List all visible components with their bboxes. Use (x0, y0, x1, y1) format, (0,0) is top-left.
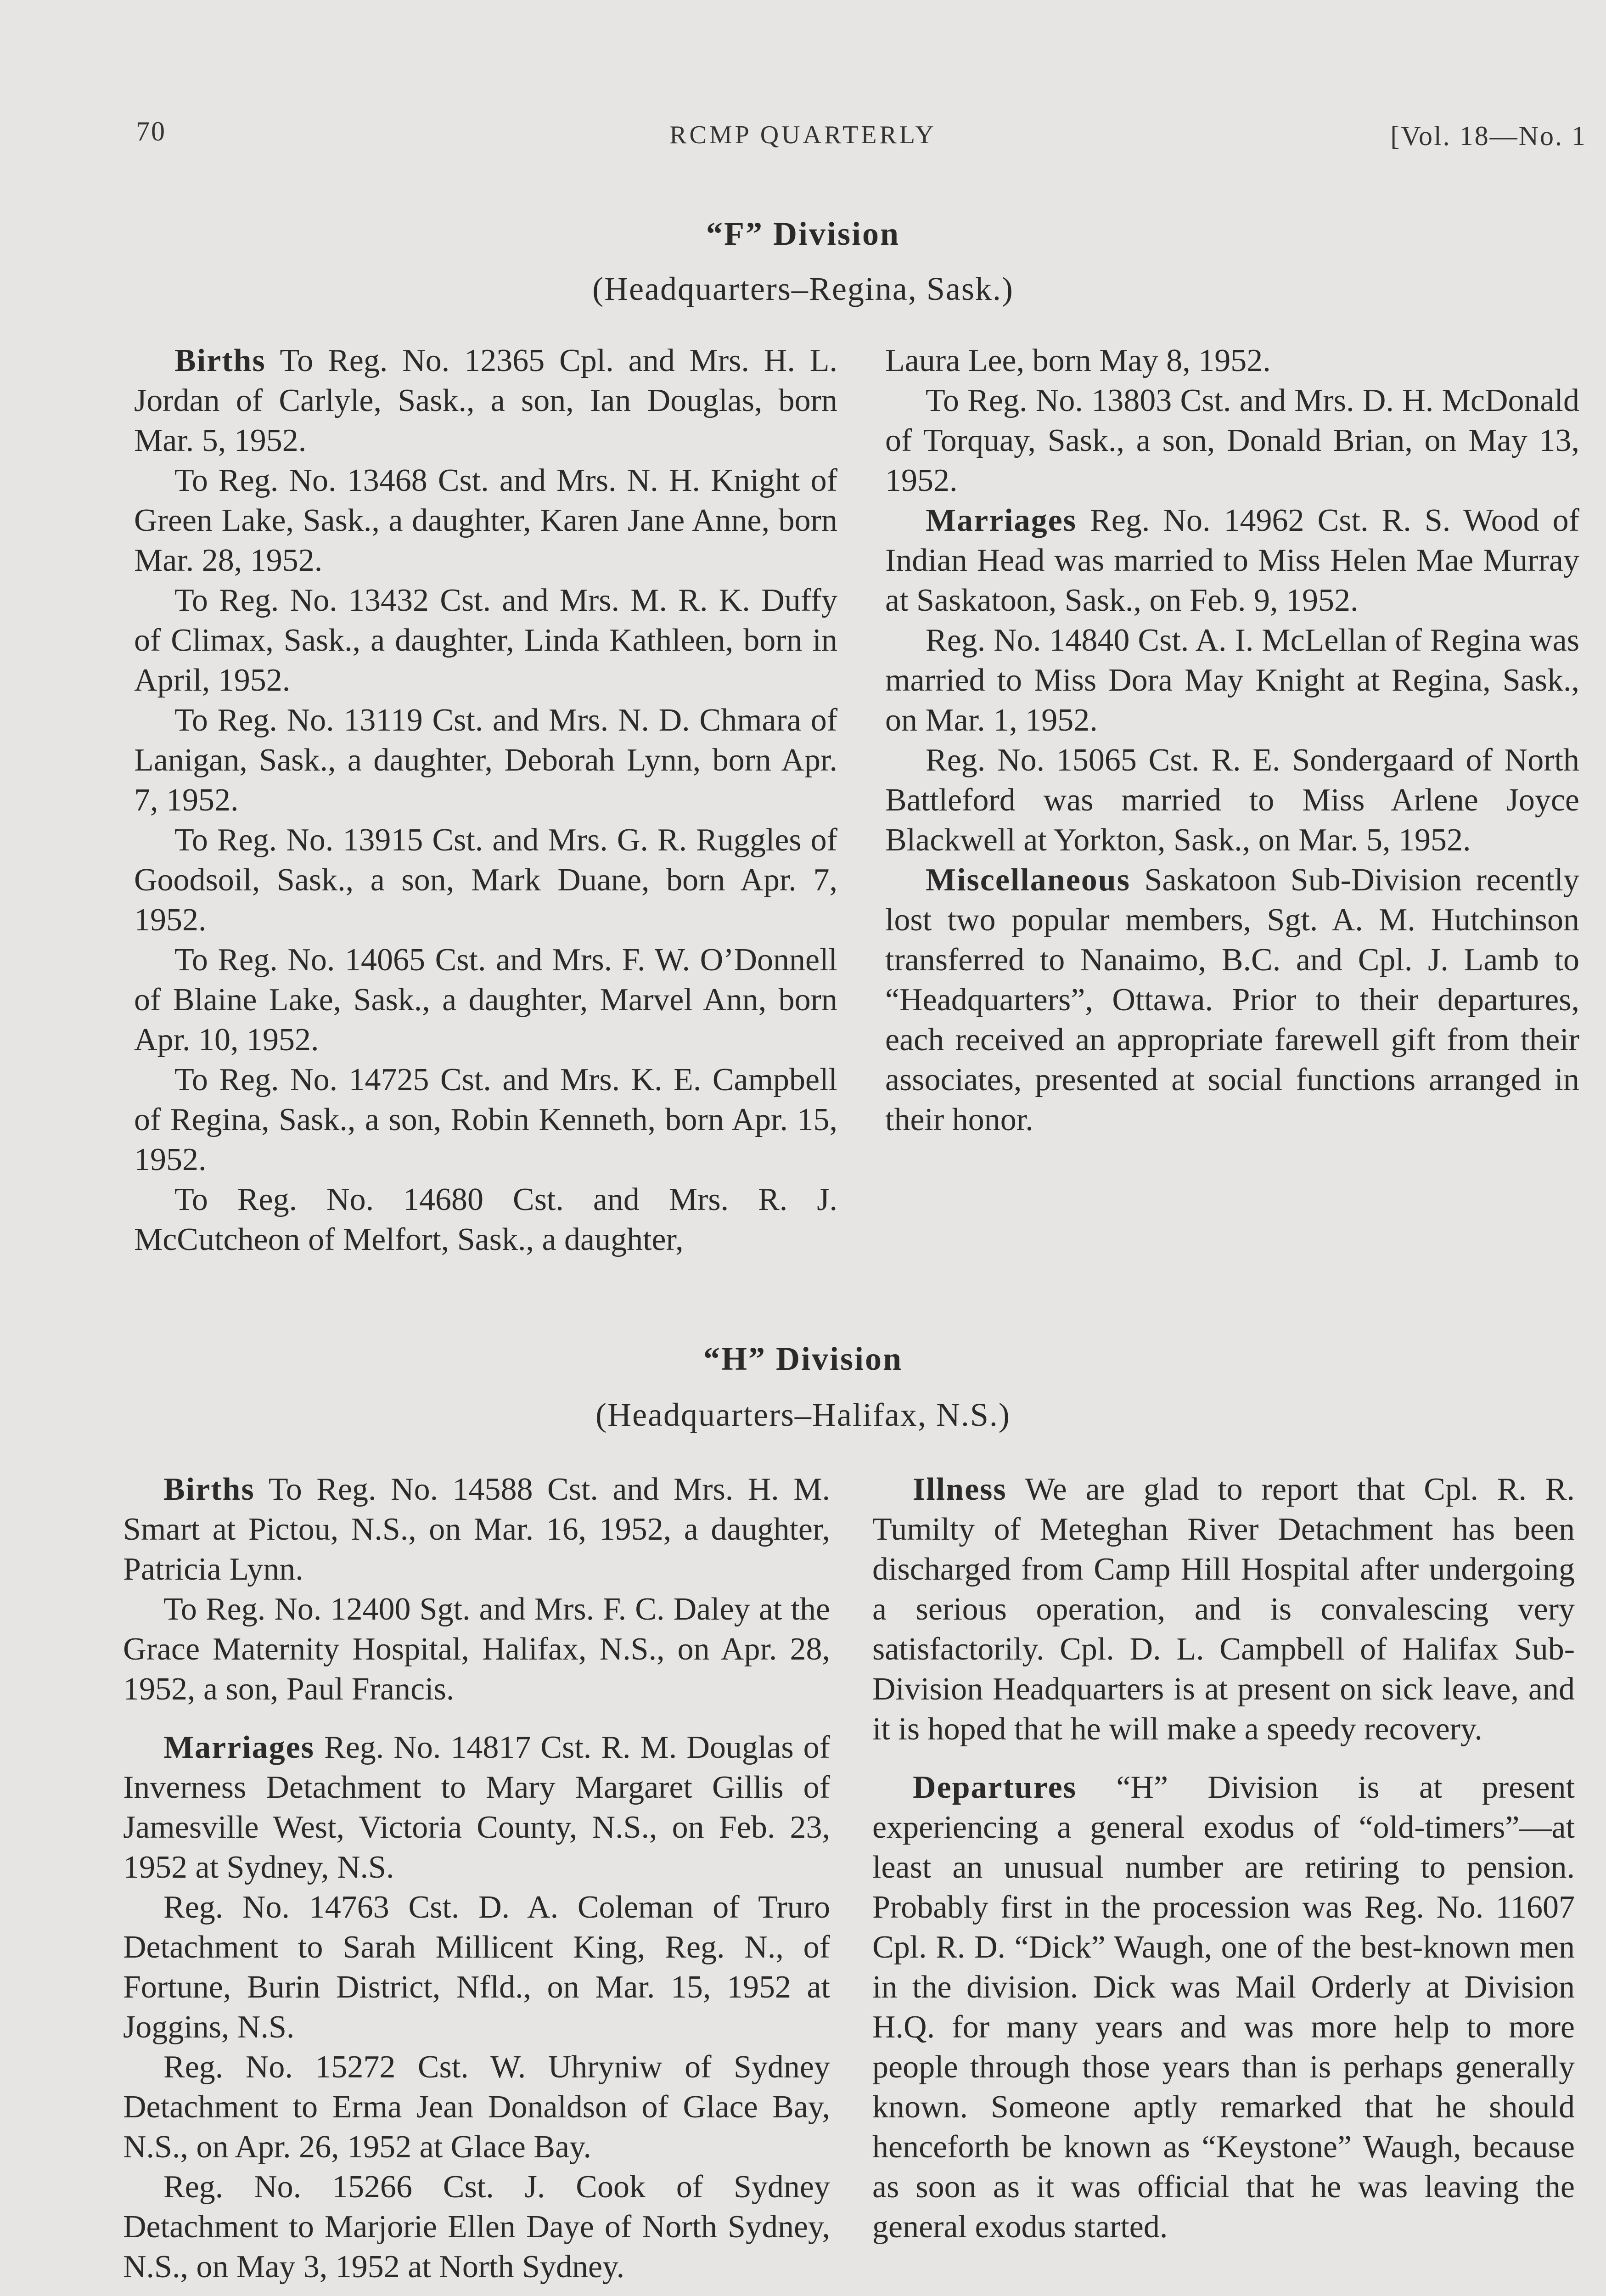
paragraph-text: Laura Lee, born May 8, 1952. (885, 343, 1271, 378)
paragraph-text: To Reg. No. 13119 Cst. and Mrs. N. D. Chmara of Lanigan, Sask., a daughter, Deborah Lynn, born Apr. 7, 1952. (134, 703, 837, 818)
paragraph (123, 1589, 830, 1709)
paragraph (885, 501, 1579, 620)
paragraph-heading: Births (163, 1472, 255, 1507)
paragraph-text: Reg. No. 14962 Cst. R. S. Wood of Indian Head was married to Miss Helen Mae Murray at Saskatoon, Sask., on Feb. 9, 1952. (885, 503, 1579, 618)
paragraph-text: To Reg. No. 14065 Cst. and Mrs. F. W. O’Donnell of Blaine Lake, Sask., a daughter, Marvel Ann, born Apr. 10, 1952. (134, 942, 837, 1058)
paragraph-text: Reg. No. 14840 Cst. A. I. McLellan of Regina was married to Miss Dora May Knight at Regina, Sask., on Mar. 1, 1952. (885, 623, 1579, 738)
paragraph (134, 461, 837, 580)
paragraph (134, 341, 837, 461)
paragraph (134, 700, 837, 820)
h-division-left-column (123, 1469, 830, 2287)
paragraph (872, 1767, 1575, 2247)
paragraph-text: Reg. No. 15266 Cst. J. Cook of Sydney Detachment to Marjorie Ellen Daye of North Sydney, N.S., on May 3, 1952 at North Sydney. (123, 2169, 830, 2285)
paragraph (885, 620, 1579, 740)
h-division-title: “H” Division (703, 1340, 903, 1377)
paragraph-text: To Reg. No. 14725 Cst. and Mrs. K. E. Campbell of Regina, Sask., a son, Robin Kenneth, born Apr. 15, 1952. (134, 1062, 837, 1177)
paragraph (134, 1180, 837, 1260)
h-division-subtitle: (Headquarters–Halifax, N.S.) (595, 1396, 1011, 1433)
paragraph-text: To Reg. No. 13432 Cst. and Mrs. M. R. K. Duffy of Climax, Sask., a daughter, Linda Kathleen, born in April, 1952. (134, 583, 837, 698)
paragraph-text: To Reg. No. 14588 Cst. and Mrs. H. M. Smart at Pictou, N.S., on Mar. 16, 1952, a daughter, Patricia Lynn. (123, 1472, 830, 1587)
paragraph-heading: Departures (913, 1770, 1077, 1805)
f-division-title: “F” Division (706, 215, 900, 252)
paragraph-heading: Miscellaneous (926, 862, 1130, 898)
paragraph-text: Saskatoon Sub-Division recently lost two popular members, Sgt. A. M. Hutchinson transferred to Nanaimo, B.C. and Cpl. J. Lamb to “Headquarters”, Ottawa. Prior to their departures, each received an appropriate farewell gift from their associates, presented at social functions arranged in their honor. (885, 862, 1579, 1137)
paragraph-text: To Reg. No. 14680 Cst. and Mrs. R. J. McCutcheon of Melfort, Sask., a daughter, (134, 1182, 837, 1257)
paragraph-text: “H” Division is at present experiencing a general exodus of “old-timers”—at least an unusual number are retiring to pension. Probably first in the procession was Reg. No. 11607 Cpl. R. D. “Dick” Waugh, one of the best-known men in the division. Dick was Mail Orderly at Division H.Q. for many years and was more help to more people through those years than is perhaps generally known. Someone aptly remarked that he should henceforth be known as “Keystone” Waugh, because as soon as it was official that he was leaving the general exodus started. (872, 1770, 1575, 2245)
paragraph (123, 1469, 830, 1589)
paragraph-heading: Marriages (926, 503, 1077, 538)
paragraph (885, 381, 1579, 501)
paragraph (123, 1728, 830, 1887)
paragraph-text: Reg. No. 15065 Cst. R. E. Sondergaard of North Battleford was married to Miss Arlene Joyce Blackwell at Yorkton, Sask., on Mar. 5, 1952. (885, 743, 1579, 858)
paragraph-heading: Births (174, 343, 266, 378)
paragraph-text: To Reg. No. 12400 Sgt. and Mrs. F. C. Daley at the Grace Maternity Hospital, Halifax, N.S., on Apr. 28, 1952, a son, Paul Francis. (123, 1592, 830, 1707)
f-division-left-column (134, 341, 837, 1260)
paragraph (134, 1060, 837, 1180)
paragraph (872, 1469, 1575, 1749)
running-title: RCMP QUARTERLY (669, 121, 937, 149)
h-division-right-column (872, 1469, 1575, 2247)
paragraph (885, 740, 1579, 860)
paragraph-text: To Reg. No. 13468 Cst. and Mrs. N. H. Knight of Green Lake, Sask., a daughter, Karen Jane Anne, born Mar. 28, 1952. (134, 463, 837, 578)
paragraph-text: To Reg. No. 12365 Cpl. and Mrs. H. L. Jordan of Carlyle, Sask., a son, Ian Douglas, born Mar. 5, 1952. (134, 343, 837, 458)
volume-label: [Vol. 18—No. 1 (1390, 121, 1587, 151)
paragraph (885, 860, 1579, 1140)
paragraph-text: To Reg. No. 13803 Cst. and Mrs. D. H. McDonald of Torquay, Sask., a son, Donald Brian, on May 13, 1952. (885, 383, 1579, 498)
paragraph-text: To Reg. No. 13915 Cst. and Mrs. G. R. Ruggles of Goodsoil, Sask., a son, Mark Duane, born Apr. 7, 1952. (134, 822, 837, 938)
paragraph (134, 940, 837, 1060)
paragraph-text: We are glad to report that Cpl. R. R. Tumilty of Meteghan River Detachment has been discharged from Camp Hill Hospital after undergoing a serious operation, and is convalescing very satisfactorily. Cpl. D. L. Campbell of Halifax Sub-Division Headquarters is at present on sick leave, and it is hoped that he will make a speedy recovery. (872, 1472, 1575, 1747)
paragraph-text: Reg. No. 14763 Cst. D. A. Coleman of Truro Detachment to Sarah Millicent King, Reg. N., of Fortune, Burin District, Nfld., on Mar. 15, 1952 at Joggins, N.S. (123, 1890, 830, 2045)
paragraph (134, 580, 837, 700)
paragraph (123, 1887, 830, 2047)
f-division-right-column (885, 341, 1579, 1140)
page-number: 70 (136, 116, 166, 146)
paragraph (123, 2047, 830, 2167)
paragraph (885, 341, 1579, 381)
f-division-subtitle: (Headquarters–Regina, Sask.) (592, 270, 1014, 307)
paragraph-text: Reg. No. 15272 Cst. W. Uhryniw of Sydney Detachment to Erma Jean Donaldson of Glace Bay, N.S., on Apr. 26, 1952 at Glace Bay. (123, 2049, 830, 2165)
paragraph-heading: Illness (913, 1472, 1007, 1507)
paragraph (134, 820, 837, 940)
paragraph-heading: Marriages (163, 1730, 314, 1765)
paragraph-text: Reg. No. 14817 Cst. R. M. Douglas of Inverness Detachment to Mary Margaret Gillis of Jamesville West, Victoria County, N.S., on Feb. 23, 1952 at Sydney, N.S. (123, 1730, 830, 1885)
paragraph (123, 2167, 830, 2287)
